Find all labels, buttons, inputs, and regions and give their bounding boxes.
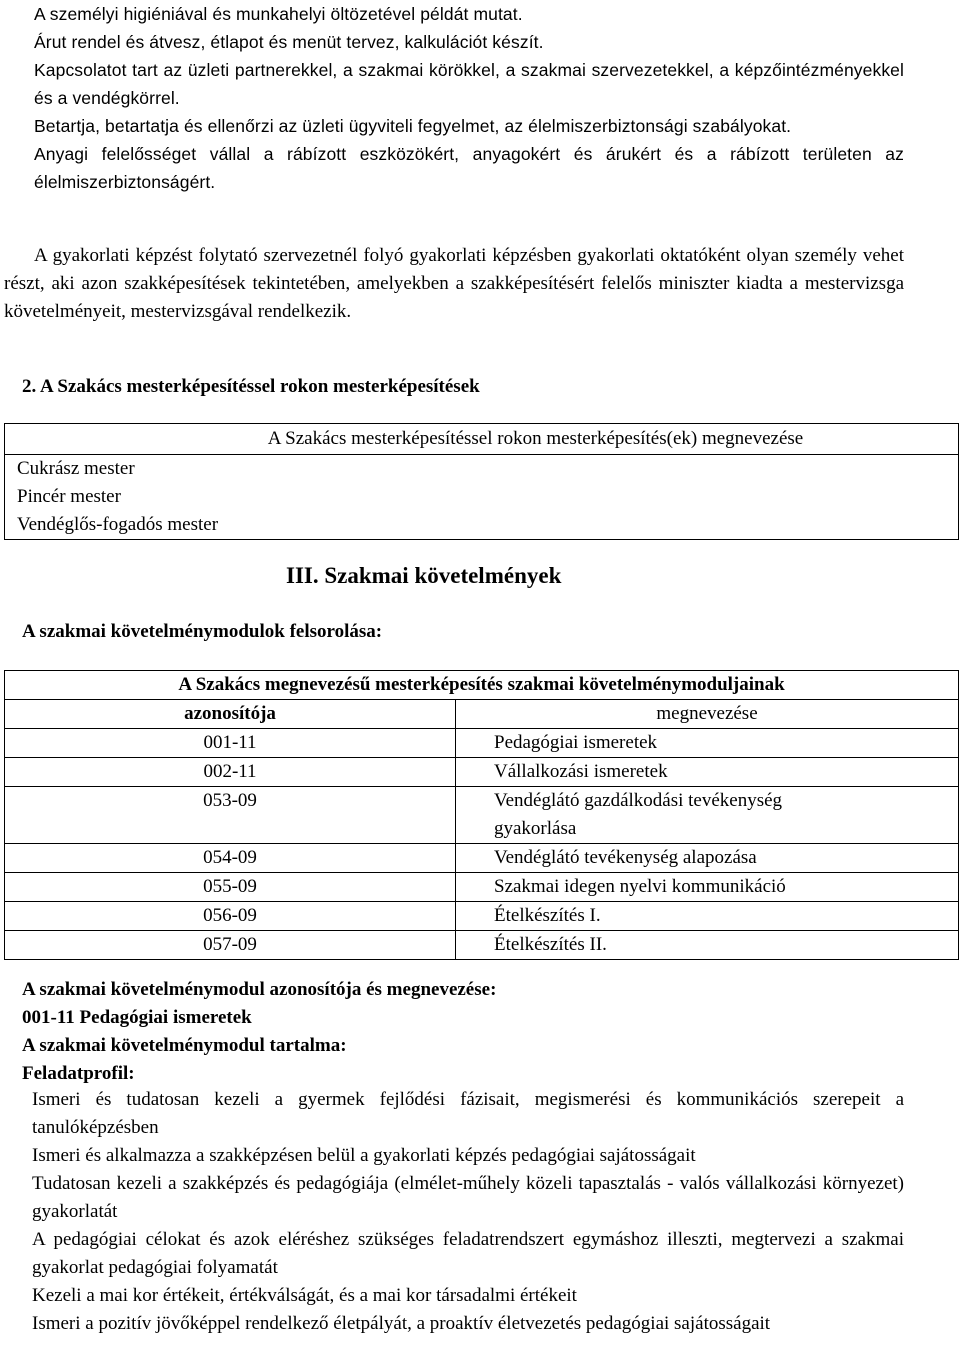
table-row [5,931,959,960]
task-profile-label: Feladatprofil: [22,1063,135,1084]
table-row [5,844,959,873]
module-detail [22,976,907,1088]
module-id: 053-09 [5,787,456,844]
task-profile-list [32,1086,904,1338]
table-row [5,729,959,758]
table-header: A Szakács megnevezésű mesterképesítés szakmai követelménymoduljainak [5,671,959,700]
module-name: Vendéglátó gazdálkodási tevékenység gyakorlása [456,787,959,844]
list-item: Ismeri a pozitív jövőképpel rendelkező életpályát, a proaktív életvezetés pedagógiai sajátosságait [32,1313,771,1334]
list-item: Kezeli a mai kor értékeit, értékválságát, és a mai kor társadalmi értékeit [32,1285,577,1306]
table-row [5,455,959,540]
module-content-label: A szakmai követelménymodul tartalma: [22,1035,347,1056]
related-qualifications-table [4,423,959,540]
list-item: Betartja, betartatja és ellenőrzi az üzleti ügyviteli fegyelmet, az élelmiszerbiztonsági szabályokat. [34,116,792,136]
module-id-label: A szakmai követelménymodul azonosítója és megnevezése: [22,979,497,1000]
list-item: Pincér mester [17,486,121,507]
list-item: Anyagi felelősséget vállal a rábízott eszközökért, anyagokért és árukért és a rábízott területen az élelmiszerbiztonságért. [34,144,904,192]
module-id: 056-09 [5,902,456,931]
module-name: Vállalkozási ismeretek [456,758,959,787]
table-row [5,873,959,902]
module-name: Pedagógiai ismeretek [456,729,959,758]
list-item: Kapcsolatot tart az üzleti partnerekkel, a szakmai körökkel, a szakmai szervezetekkel, a képzőintézményekkel és a vendégkörrel. [34,60,904,108]
modules-table [4,670,959,960]
task-list-top [34,0,904,196]
list-item: Cukrász mester [17,458,135,479]
list-item: Árut rendel és átvesz, étlapot és menüt tervez, kalkulációt készít. [34,32,544,52]
list-item: Ismeri és tudatosan kezeli a gyermek fejlődési fázisait, megismerési és kommunikációs szerepeit a tanulóképzésben [32,1089,904,1138]
list-item: A pedagógiai célokat és azok eléréshez szükséges feladatrendszert egymáshoz illeszti, megtervezi a szakmai gyakorlat pedagógiai folyamatát [32,1229,904,1278]
module-name: Ételkészítés II. [456,931,959,960]
modules-list-title: A szakmai követelménymodulok felsorolása: [22,621,383,642]
table-row [5,902,959,931]
module-id: 054-09 [5,844,456,873]
section-2-title: 2. A Szakács mesterképesítéssel rokon mesterképesítések [22,376,480,397]
list-item: Tudatosan kezeli a szakképzés és pedagógiája (elmélet-műhely közeli tapasztalás - valós vállalkozási környezet) gyakorlatát [32,1173,904,1222]
module-name: Vendéglátó tevékenység alapozása [456,844,959,873]
module-name: Szakmai idegen nyelvi kommunikáció [456,873,959,902]
column-header-id: azonosítója [5,700,456,729]
table-row [5,787,959,844]
column-header-name: megnevezése [456,700,959,729]
module-id: 001-11 [5,729,456,758]
list-item: Ismeri és alkalmazza a szakképzésen belül a gyakorlati képzés pedagógiai sajátosságait [32,1145,696,1166]
intro-paragraph: A gyakorlati képzést folytató szervezetnél folyó gyakorlati képzésben gyakorlati oktatóként olyan személy vehet részt, aki azon szakképesítések tekintetében, amelyekben a szakképesítésért felelős miniszter kiadta a mestervizsga követelményeit, mestervizsgával rendelkezik. [4,245,904,322]
list-item: A személyi higiéniával és munkahelyi öltözetével példát mutat. [34,4,523,24]
section-3-title: III. Szakmai követelmények [286,563,562,588]
table-row [5,758,959,787]
module-name: Ételkészítés I. [456,902,959,931]
list-item: Vendéglős-fogadós mester [17,514,219,535]
module-id: 055-09 [5,873,456,902]
table-header-row [5,671,959,700]
module-id: 002-11 [5,758,456,787]
table-header-row [5,424,959,455]
module-title: 001-11 Pedagógiai ismeretek [22,1007,252,1028]
module-id: 057-09 [5,931,456,960]
table-subheader-row [5,700,959,729]
table-header: A Szakács mesterképesítéssel rokon mesterképesítés(ek) megnevezése [5,424,959,455]
